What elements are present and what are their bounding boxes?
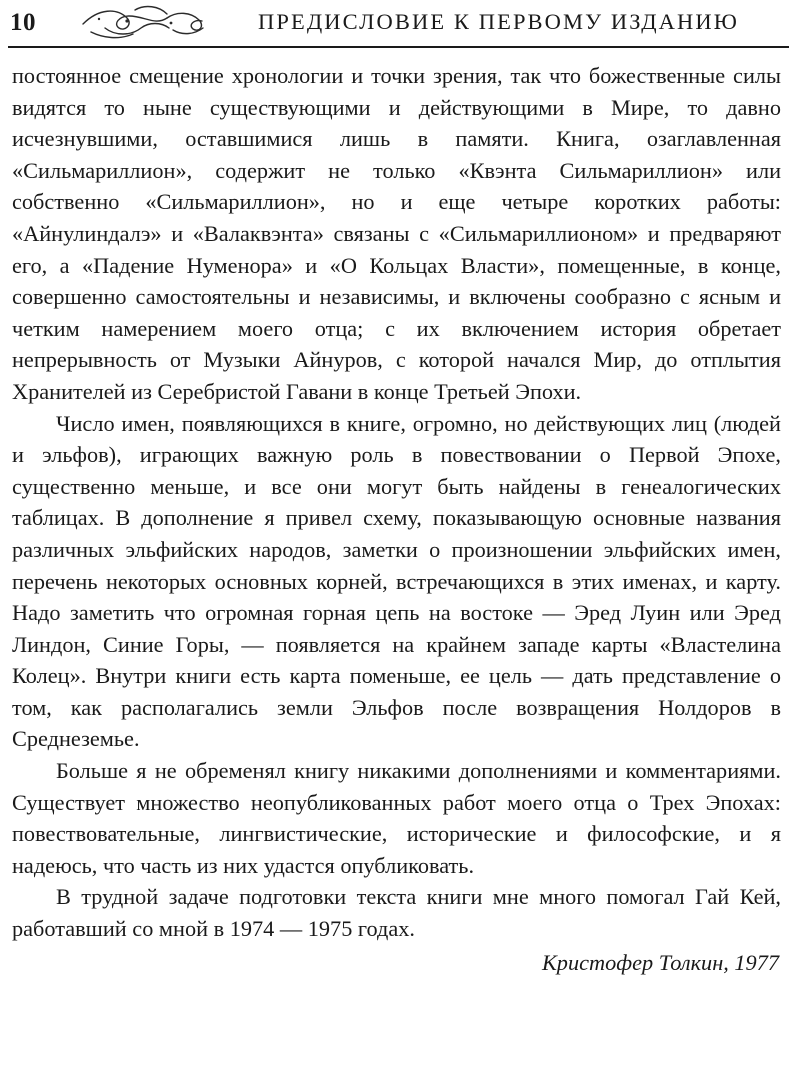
page-body bbox=[0, 48, 795, 978]
page-number: 10 bbox=[10, 8, 36, 36]
running-head bbox=[0, 0, 795, 44]
running-title: ПРЕДИСЛОВИЕ К ПЕРВОМУ ИЗДАНИЮ bbox=[258, 9, 739, 34]
flourish-ornament-icon bbox=[70, 2, 220, 42]
paragraph-acknowledgement: В трудной задаче подготовки текста книги мне много помогал Гай Кей, работавший со мной в 1974 — 1975 годах. bbox=[12, 884, 781, 942]
paragraph-continuation: постоянное смещение хронологии и точки зрения, так что божественные силы видятся то ныне существующими и действующими в Мире, то давно исчезнувшими, оставшимися лишь в памяти. Книга, озаглавленная «Сильмариллион», содержит не только «Квэнта Сильмариллион» или собственно «Сильмариллион», но и еще четыре коротких работы: «Айнулиндалэ» и «Валаквэнта» связаны с «Сильмариллионом» и предваряют его, а «Падение Нуменора» и «О Кольцах Власти», помещенные, в конце, совершенно самостоятельны и независимы, и включены сообразно с ясным и четким намерением моего отца; с их включением история обретает непрерывность от Музыки Айнуров, с которой начался Мир, до отплытия Хранителей из Серебристой Гавани в конце Третьей Эпохи. bbox=[12, 63, 781, 404]
author-signature: Кристофер Толкин, 1977 bbox=[542, 949, 779, 975]
paragraph-names: Число имен, появляющихся в книге, огромно, но действующих лиц (людей и эльфов), играющих важную роль в повествовании о Первой Эпохе, существенно меньше, и все они могут быть найдены в генеалогических таблицах. В дополнение я привел схему, показывающую основные названия различных эльфийских народов, заметки о произношении эльфийских имен, перечень некоторых основных корней, встречающихся в этих именах, и карту. Надо заметить что огромная горная цепь на востоке — Эред Луин или Эред Линдон, Синие Горы, — появляется на крайнем западе карты «Властелина Колец». Внутри книги есть карта поменьше, ее цель — дать представление о том, как располагались земли Эльфов после возвращения Нолдоров в Среднеземье. bbox=[12, 410, 781, 752]
paragraph-commentary: Больше я не обременял книгу никакими дополнениями и комментариями. Существует множество неопубликованных работ моего отца о Трех Эпохах: повествовательные, лингвистические, исторические и философские, и я надеюсь, что часть из них удастся опубликовать. bbox=[12, 758, 781, 878]
